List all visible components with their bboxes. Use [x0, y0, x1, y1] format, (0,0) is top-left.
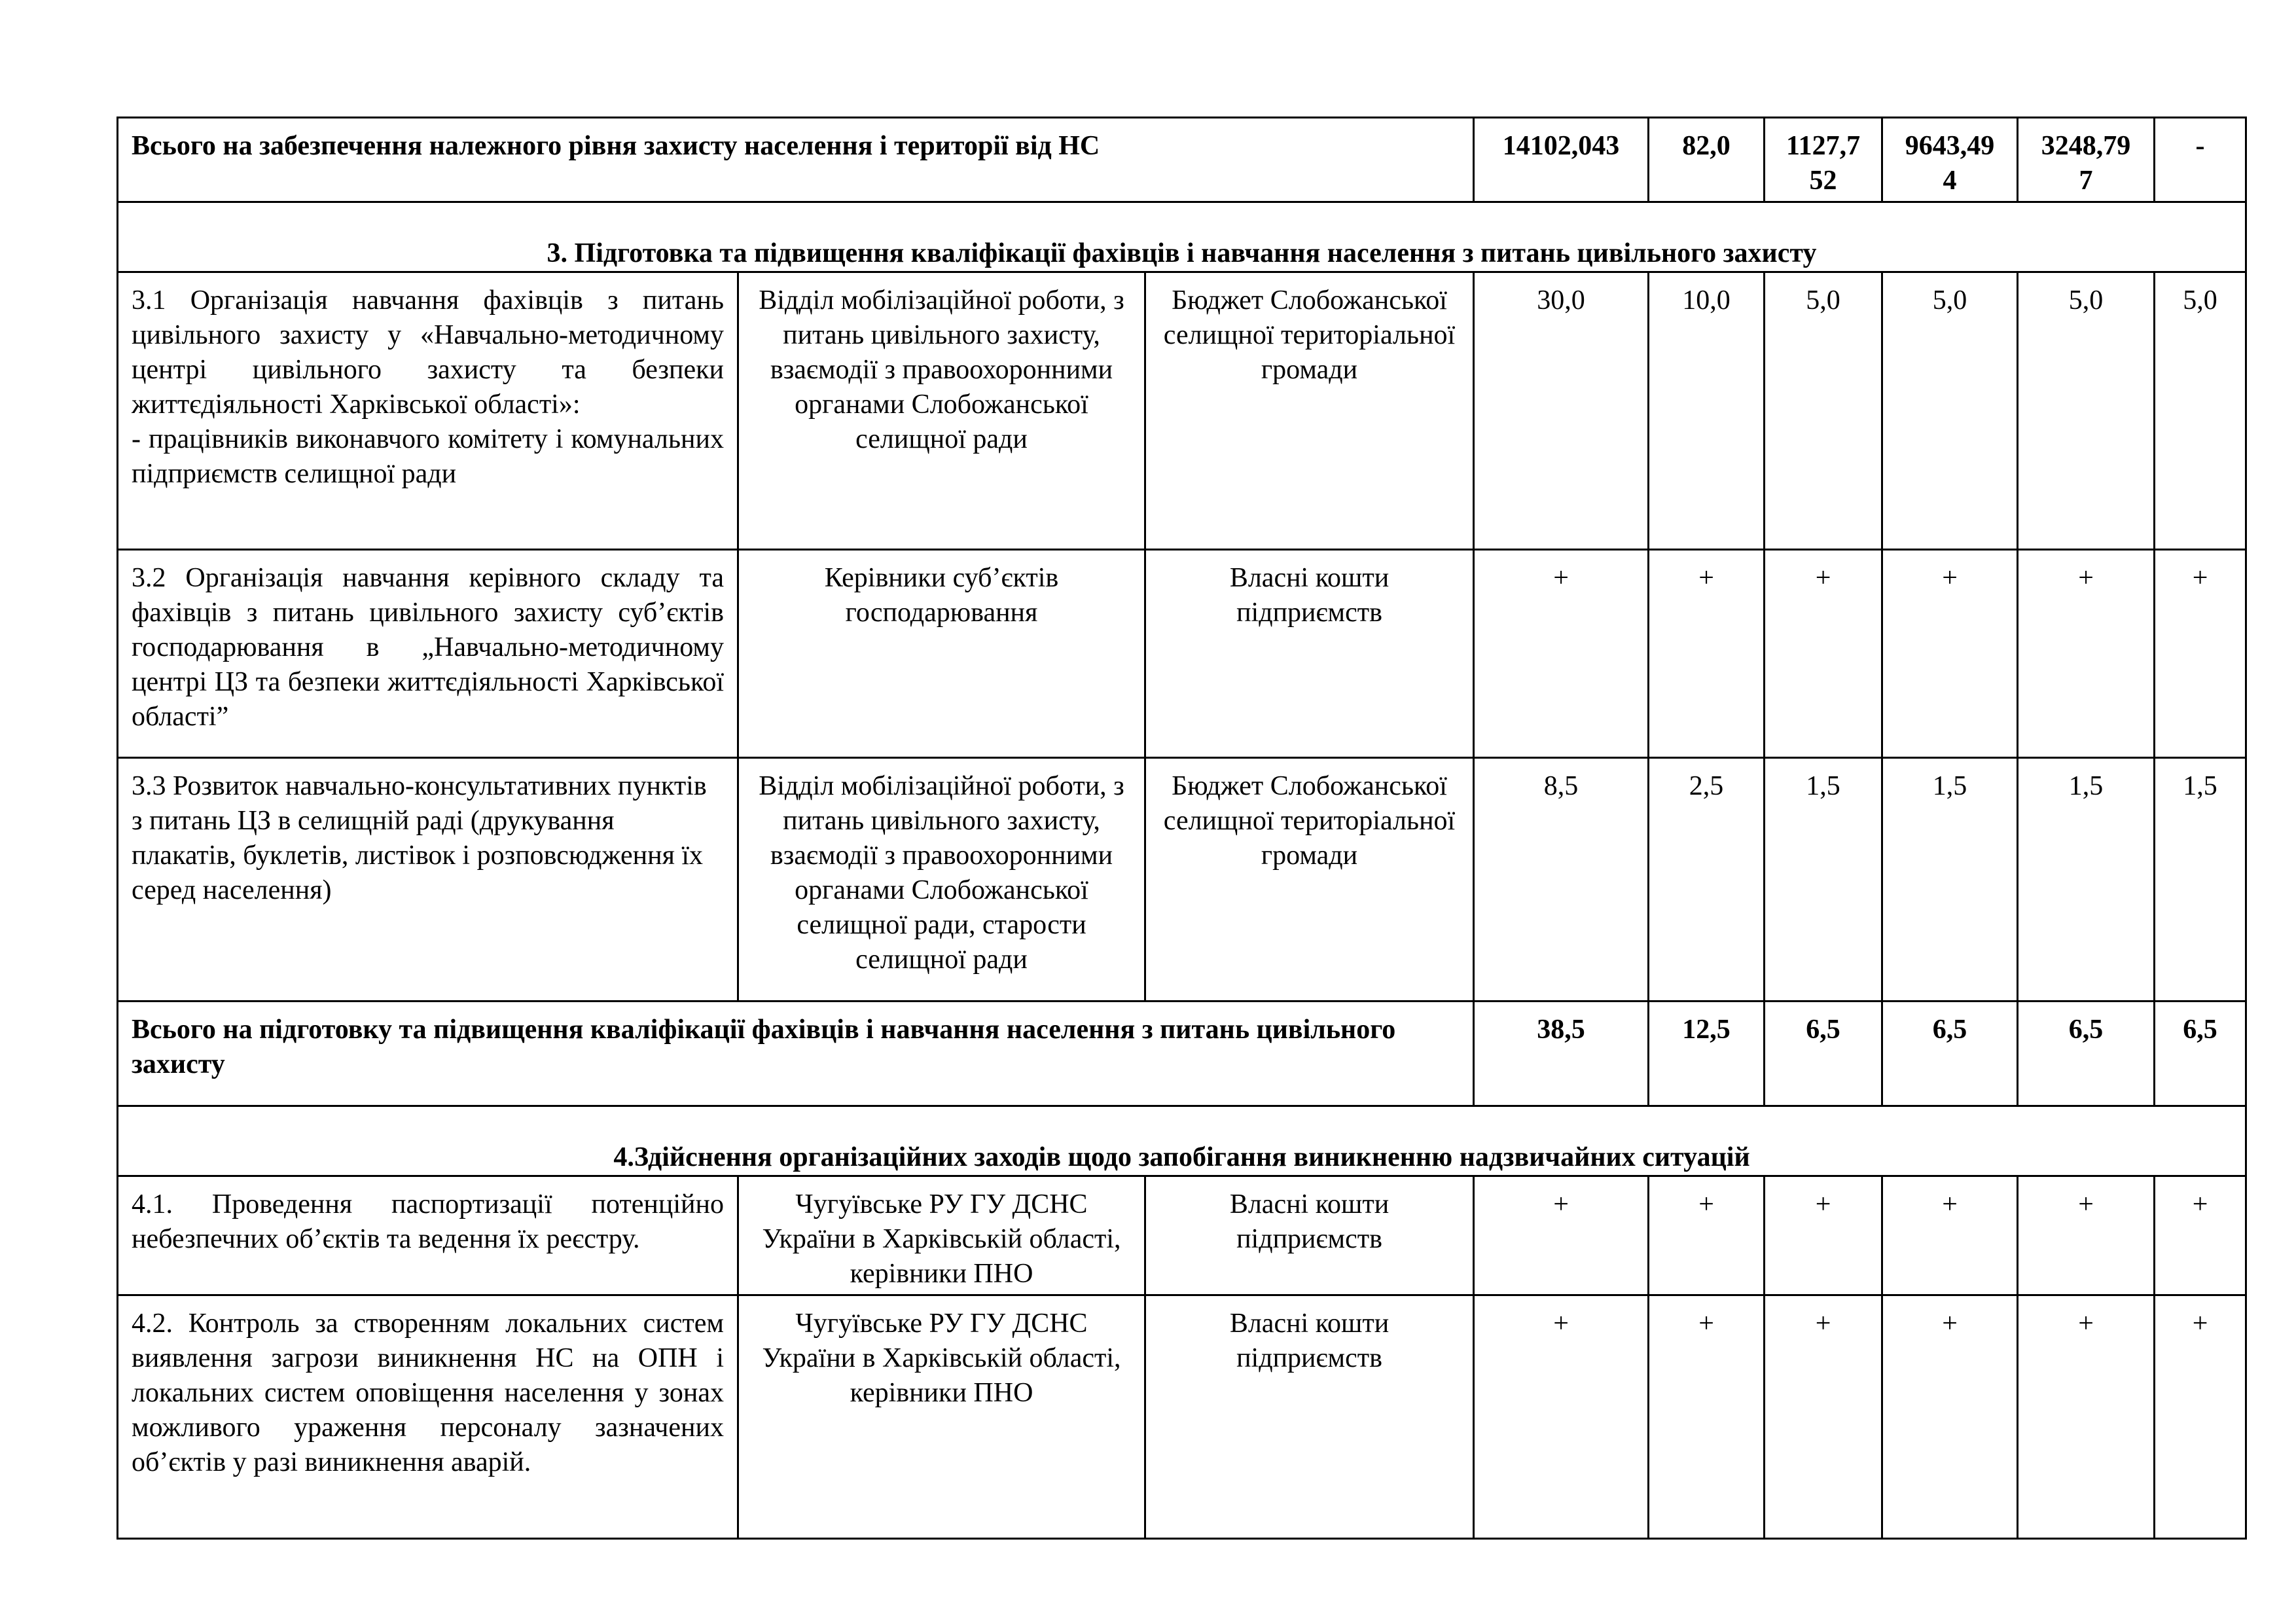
total-value: 38,5: [1474, 1001, 1649, 1106]
value-cell: +: [1649, 550, 1765, 758]
value-cell: 5,0: [1882, 272, 2018, 550]
funding-source-cell: Власні кошти підприємств: [1145, 550, 1474, 758]
executor-cell: Чугуївське РУ ГУ ДСНС України в Харківській області, керівники ПНО: [738, 1295, 1145, 1539]
total-value: 6,5: [1882, 1001, 2018, 1106]
measure-cell: 4.1. Проведення паспортизації потенційно небезпечних об’єктів та ведення їх реєстру.: [118, 1176, 738, 1295]
value-cell: +: [1882, 1295, 2018, 1539]
value-cell: +: [1649, 1176, 1765, 1295]
value-cell: +: [2155, 1176, 2246, 1295]
value-cell: 1,5: [1882, 758, 2018, 1001]
section-3-title: 3. Підготовка та підвищення кваліфікації фахівців і навчання населення з питань цивільного захисту: [118, 202, 2246, 272]
value-cell: +: [2018, 1295, 2155, 1539]
value-cell: 5,0: [2155, 272, 2246, 550]
measure-cell: 3.3 Розвиток навчально-консультативних пунктів з питань ЦЗ в селищній раді (друкування плакатів, буклетів, листівок і розповсюдження їх серед населення): [118, 758, 738, 1001]
funding-source-cell: Власні кошти підприємств: [1145, 1295, 1474, 1539]
measure-text: 3.1 Організація навчання фахівців з питань цивільного захисту у «Навчально-методичному центрі цивільного захисту та безпеки життєдіяльності Харківської області»:: [132, 285, 724, 420]
value-cell: 5,0: [1765, 272, 1882, 550]
total-value: 6,5: [1765, 1001, 1882, 1106]
funding-source-cell: Власні кошти підприємств: [1145, 1176, 1474, 1295]
value-cell: +: [1649, 1295, 1765, 1539]
table-row: [118, 758, 2246, 1001]
measure-subtext: - працівників виконавчого комітету і комунальних підприємств селищної ради: [132, 424, 724, 489]
total-value: 9643,49 4: [1882, 118, 2018, 202]
value-cell: +: [2018, 550, 2155, 758]
table-row: [118, 1295, 2246, 1539]
value-cell: +: [2018, 1176, 2155, 1295]
total-value: 1127,7 52: [1765, 118, 1882, 202]
total-value: 14102,043: [1474, 118, 1649, 202]
section-header-row: [118, 202, 2246, 272]
executor-cell: Відділ мобілізаційної роботи, з питань цивільного захисту, взаємодії з правоохоронними органами Слобожанської селищної ради: [738, 272, 1145, 550]
executor-cell: Відділ мобілізаційної роботи, з питань цивільного захисту, взаємодії з правоохоронними органами Слобожанської селищної ради, старости селищної ради: [738, 758, 1145, 1001]
funding-source-cell: Бюджет Слобожанської селищної територіальної громади: [1145, 758, 1474, 1001]
total-row-section-3: [118, 1001, 2246, 1106]
value-cell: 1,5: [1765, 758, 1882, 1001]
value-cell: +: [1474, 550, 1649, 758]
measure-cell: 4.2. Контроль за створенням локальних систем виявлення загрози виникнення НС на ОПН і локальних систем оповіщення населення у зонах можливого ураження персоналу зазначених об’єктів у разі виникнення аварій.: [118, 1295, 738, 1539]
measure-cell: [118, 272, 738, 550]
value-cell: 8,5: [1474, 758, 1649, 1001]
value-cell: +: [1765, 1176, 1882, 1295]
total-label: Всього на підготовку та підвищення кваліфікації фахівців і навчання населення з питань цивільного захисту: [118, 1001, 1474, 1106]
table-row: [118, 1176, 2246, 1295]
executor-cell: Чугуївське РУ ГУ ДСНС України в Харківській області, керівники ПНО: [738, 1176, 1145, 1295]
value-cell: 1,5: [2018, 758, 2155, 1001]
executor-cell: Керівники суб’єктів господарювання: [738, 550, 1145, 758]
value-cell: +: [1882, 550, 2018, 758]
funding-source-cell: Бюджет Слобожанської селищної територіальної громади: [1145, 272, 1474, 550]
value-cell: +: [2155, 550, 2246, 758]
value-cell: +: [1882, 1176, 2018, 1295]
value-cell: 5,0: [2018, 272, 2155, 550]
section-header-row: [118, 1106, 2246, 1176]
measure-cell: 3.2 Організація навчання керівного складу та фахівців з питань цивільного захисту суб’єктів господарювання в „Навчально-методичному центрі ЦЗ та безпеки життєдіяльності Харківської області”: [118, 550, 738, 758]
table-row: [118, 550, 2246, 758]
value-cell: 30,0: [1474, 272, 1649, 550]
value-cell: +: [1474, 1176, 1649, 1295]
value-cell: 1,5: [2155, 758, 2246, 1001]
value-cell: 10,0: [1649, 272, 1765, 550]
value-cell: +: [2155, 1295, 2246, 1539]
value-cell: +: [1765, 1295, 1882, 1539]
total-value: 6,5: [2018, 1001, 2155, 1106]
total-value: 3248,79 7: [2018, 118, 2155, 202]
total-value: 82,0: [1649, 118, 1765, 202]
value-cell: +: [1474, 1295, 1649, 1539]
value-cell: 2,5: [1649, 758, 1765, 1001]
value-cell: +: [1765, 550, 1882, 758]
total-value: -: [2155, 118, 2246, 202]
table-row: [118, 272, 2246, 550]
program-measures-table: [117, 117, 2247, 1540]
total-row-section-2: [118, 118, 2246, 202]
section-4-title: 4.Здійснення організаційних заходів щодо запобігання виникненню надзвичайних ситуацій: [118, 1106, 2246, 1176]
total-value: 12,5: [1649, 1001, 1765, 1106]
total-value: 6,5: [2155, 1001, 2246, 1106]
total-label: Всього на забезпечення належного рівня захисту населення і території від НС: [118, 118, 1474, 202]
